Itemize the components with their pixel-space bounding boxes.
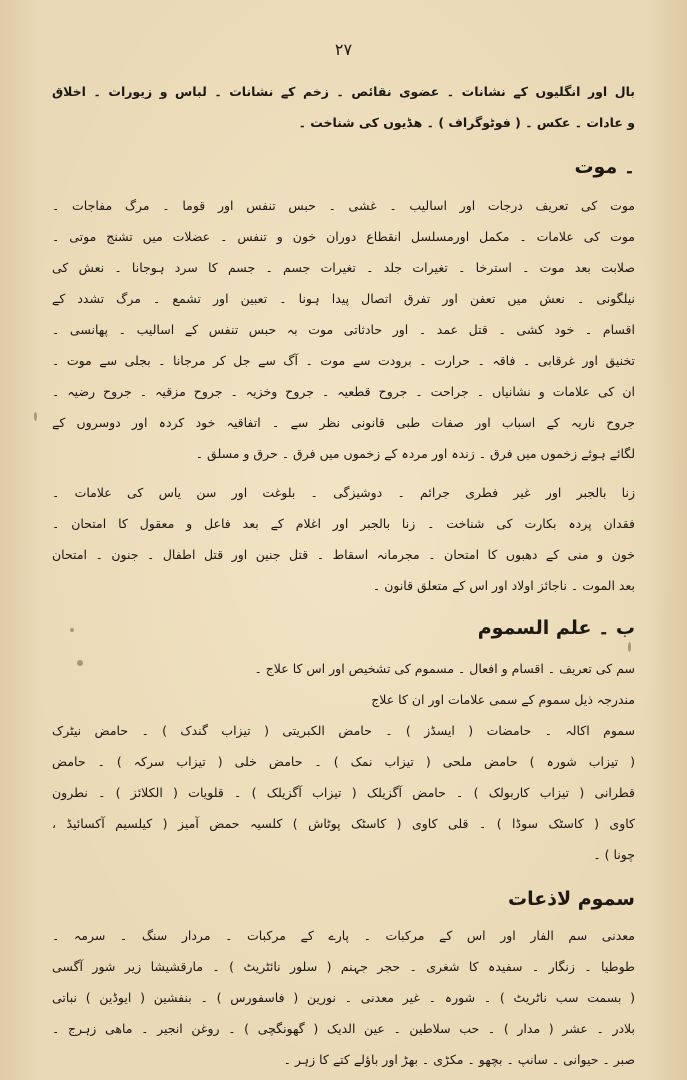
text-line: تخنیق اور غرقابی ۔ فاقہ ۔ حرارت ۔ برودت سے موت ۔ آگ سے جل کر مرجانا ۔ بجلی سے موت ۔ <box>52 353 635 368</box>
paper-stain <box>70 628 74 632</box>
text-line: صبر ۔ حیوانی ۔ سانپ ۔ بچھو ۔ مکڑی ۔ بھڑ اور باؤلے کتے کا زہر ۔ <box>283 1052 635 1067</box>
text-line: قطرانی ( تیزاب کاربولک ) ۔ حامض آگزیلک ( تیزاب آگزیلک ) ۔ قلویات ( الکلائز ) ۔ نطرون <box>52 785 635 800</box>
text-line: لگائے ہوئے زخموں میں فرق ۔ زندہ اور مردہ کے زخموں میں فرق ۔ حرق و مسلق ۔ <box>195 446 635 461</box>
text-line: معدنی سم الفار اور اس کے مرکبات ۔ پارے کے مرکبات ۔ مردار سنگ ۔ سرمہ ۔ <box>52 928 635 943</box>
text-line: خون و منی کے دھبوں کا امتحان ۔ مجرمانہ اسقاط ۔ قتل جنین اور قتل اطفال ۔ جنون ۔ امتحان <box>52 547 635 562</box>
sumoom-paragraph-1 <box>52 653 635 715</box>
text-line: طوطیا ۔ زنگار ۔ سفیدہ کا شغری ۔ حجر جہنم ( سلور نائٹریٹ ) ۔ مارقشیشا زیر شور آگسی <box>52 959 635 974</box>
paper-stain <box>628 642 631 652</box>
section-heading-ilm-al-sumoom: ب ۔ علم السموم <box>477 617 635 639</box>
text-line: مندرجہ ذیل سموم کے سمی علامات اور ان کا علاج <box>371 692 635 707</box>
text-line: موت کی علامات ۔ مکمل اورمسلسل انقطاع دوران خون و تنفس ۔ عضلات میں تشنج موتی ۔ <box>52 229 635 244</box>
text-line: ( بسمت سب ناٹریٹ ) ۔ شورہ ۔ غیر معدنی ۔ نورین ( فاسفورس ) ۔ بنفشین ( ایوڈین ) نباتی <box>52 990 635 1005</box>
text-line: نیلگونی ۔ نعش میں تعفن اور تفرق اتصال پیدا ہونا ۔ تعبین اور تشمع ۔ مرگ تشدد کے <box>52 291 635 306</box>
intro-line: و عادات ۔ عکس ۔ ( فوٹوگراف ) ۔ ھڈیوں کی شناخت ۔ <box>298 115 635 130</box>
text-line: بعد الموت ۔ ناجائز اولاد اور اس کے متعلق قانون ۔ <box>372 578 635 593</box>
intro-paragraph <box>52 76 635 138</box>
paper-stain <box>34 412 37 421</box>
page-number: ۲۷ <box>334 40 353 59</box>
paper-stain <box>77 660 83 666</box>
text-line: بلادر ۔ عشر ( مدار ) ۔ حب سلاطین ۔ عین الدیک ( گھونگچی ) ۔ روغن انجیر ۔ ماھی زہرج ۔ <box>52 1021 635 1036</box>
text-line: جروح ناریہ کے اسباب اور صفات طبی قانونی نظر سے ۔ اتفاقیہ خود کردہ اور دوسروں کے <box>52 415 635 430</box>
text-line: سموم اکالہ ۔ حامضات ( ایسڈز ) ۔ حامض الکبریتی ( تیزاب گندک ) ۔ حامض نیٹرک <box>52 723 635 738</box>
text-line: صلابت بعد موت ۔ استرخا ۔ تغیرات جلد ۔ تغیرات جسم ۔ جسم کا سرد ہوجانا ۔ نعش کی <box>52 260 635 275</box>
text-line: زنا بالجبر اور غیر فطری جرائم ۔ دوشیزگی ۔ بلوغت اور سن یاس کی علامات ۔ <box>52 485 635 500</box>
text-line: ( تیزاب شورہ ) حامض ملحی ( تیزاب نمک ) ۔ حامض خلی ( تیزاب سرکہ ) ۔ حامض <box>52 754 635 769</box>
text-line: سم کی تعریف ۔ اقسام و افعال ۔ مسموم کی تشخیص اور اس کا علاج ۔ <box>254 661 635 676</box>
sumoom-paragraph-2 <box>52 715 635 870</box>
intro-line: بال اور انگلیوں کے نشانات ۔ عضوی نقائص ۔ زخم کے نشانات ۔ لباس و زیورات ۔ اخلاق <box>52 84 635 99</box>
section-heading-maut: ۔ موت <box>574 156 635 178</box>
text-line: موت کی تعریف درجات اور اسالیب ۔ غشی ۔ حبس تنفس اور قوما ۔ مرگ مفاجات ۔ <box>52 198 635 213</box>
maut-paragraph-2 <box>52 477 635 601</box>
text-line: چونا ) ۔ <box>593 847 635 862</box>
maut-paragraph-1 <box>52 190 635 469</box>
text-line: کاوی ( کاسٹک سوڈا ) ۔ قلی کاوی ( کاسٹک پوٹاش ) کلسیہ حمض آمیز ( کیلسیم آکسائیڈ ، <box>52 816 635 831</box>
section-heading-sumoom-lazat: سموم لاذعات <box>508 888 635 910</box>
text-line: اقسام ۔ خود کشی ۔ قتل عمد ۔ اور حادثاتی موت بہ حبس تنفس کے اسالیب ۔ پھانسی ۔ <box>52 322 635 337</box>
text-line: فقدان پردہ بکارت کی شناخت ۔ زنا بالجبر اور اغلام کے بعد فاعل و معقول کا امتحان ۔ <box>52 516 635 531</box>
text-line: ان کی علامات و نشانیاں ۔ جراحت ۔ جروح قطعیہ ۔ جروح وخزیہ ۔ جروح مزقیہ ۔ جروح رضیہ ۔ <box>52 384 635 399</box>
lazat-paragraph-1 <box>52 920 635 1075</box>
